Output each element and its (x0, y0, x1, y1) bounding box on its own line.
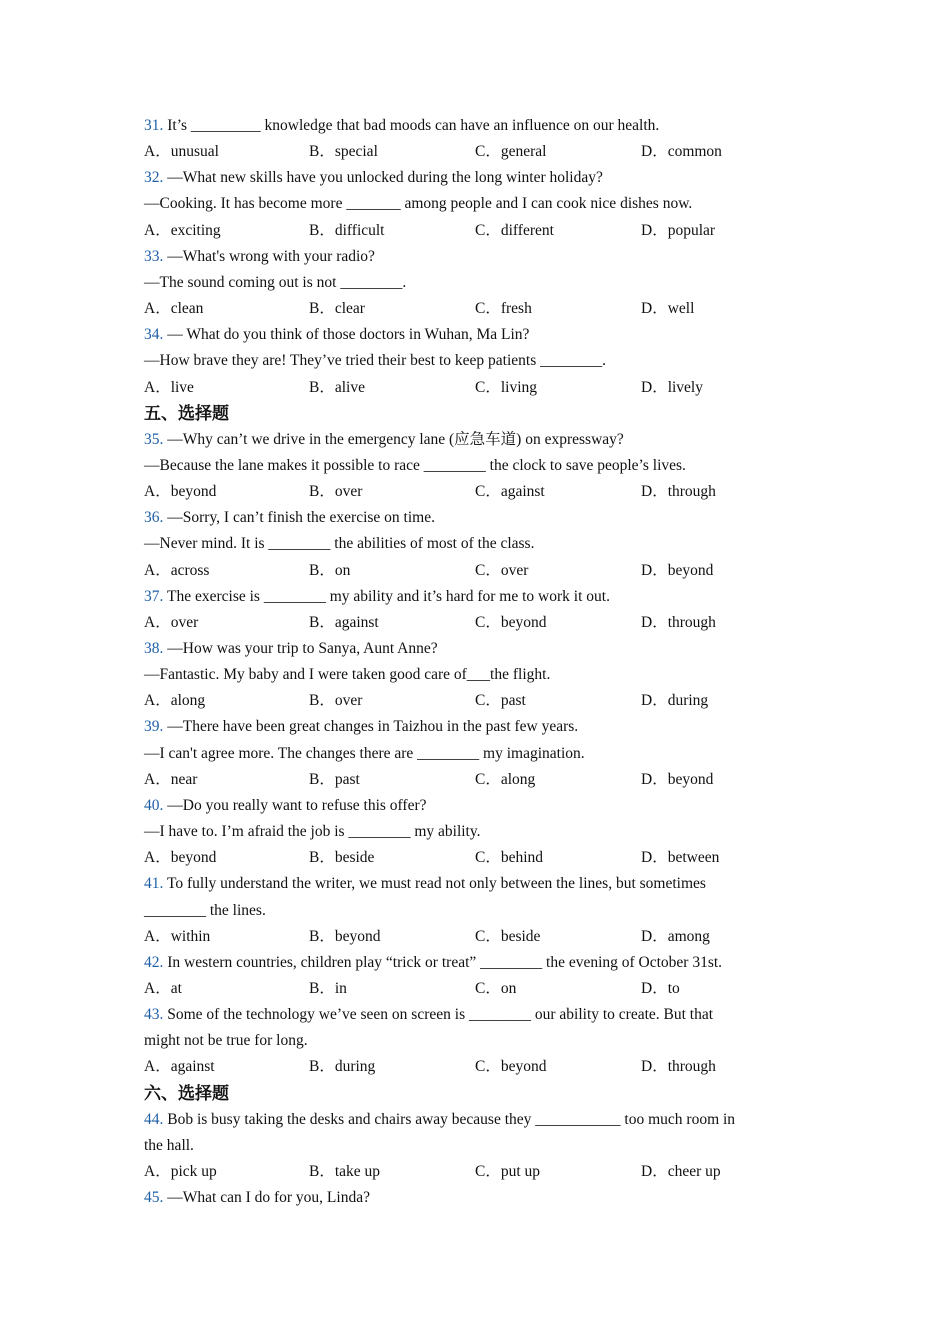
option-b: B．over (309, 483, 363, 501)
option-c: C．living (475, 378, 538, 396)
answer-options (144, 139, 804, 165)
question-line (144, 113, 804, 139)
question-text: the hall. (144, 1136, 194, 1154)
option-a: A．live (144, 378, 194, 396)
question-text-line (144, 1133, 804, 1159)
question-text: —How brave they are! They’ve tried their best to keep patients ________. (144, 352, 606, 370)
question-number: 41. (144, 875, 164, 893)
question-text: —Cooking. It has become more _______ among people and I can cook nice dishes now. (144, 195, 693, 213)
question-line (144, 244, 804, 270)
option-a: A．beyond (144, 483, 217, 501)
question-number: 35. (144, 430, 164, 448)
question-line (144, 165, 804, 191)
answer-options (144, 296, 804, 322)
answer-options (144, 845, 804, 871)
question-text: —I have to. I’m afraid the job is ________ my ability. (144, 823, 481, 841)
question-text: In western countries, children play “trick or treat” ________ the evening of October 31st. (167, 953, 723, 971)
question-text: —Sorry, I can’t finish the exercise on time. (167, 509, 435, 527)
option-d: D．popular (641, 221, 716, 239)
option-d: D．among (641, 927, 710, 945)
option-c: C．on (475, 979, 517, 997)
question-text: — What do you think of those doctors in Wuhan, Ma Lin? (167, 326, 530, 344)
question-number: 36. (144, 509, 164, 527)
question-text: —I can't agree more. The changes there are ________ my imagination. (144, 744, 585, 762)
option-d: D．through (641, 483, 716, 501)
option-c: C．fresh (475, 300, 532, 318)
option-b: B．during (309, 1058, 376, 1076)
option-a: A．along (144, 692, 206, 710)
question-text: ________ the lines. (144, 901, 266, 919)
option-b: B．beside (309, 849, 375, 867)
question-text-line (144, 741, 804, 767)
question-text-line (144, 453, 804, 479)
question-number: 39. (144, 718, 164, 736)
answer-options (144, 1054, 804, 1080)
option-a: A．against (144, 1058, 215, 1076)
option-d: D．beyond (641, 561, 714, 579)
answer-options (144, 558, 804, 584)
answer-options (144, 1159, 804, 1185)
question-text: —What's wrong with your radio? (167, 247, 375, 265)
question-text: —What can I do for you, Linda? (167, 1189, 370, 1207)
answer-options (144, 688, 804, 714)
answer-options (144, 375, 804, 401)
answer-options (144, 218, 804, 244)
option-d: D．well (641, 300, 695, 318)
option-a: A．at (144, 979, 182, 997)
answer-options (144, 924, 804, 950)
option-d: D．during (641, 692, 709, 710)
question-line (144, 1107, 804, 1133)
question-line (144, 584, 804, 610)
option-c: C．past (475, 692, 526, 710)
question-text-line (144, 531, 804, 557)
question-number: 45. (144, 1189, 164, 1207)
question-text: To fully understand the writer, we must read not only between the lines, but sometimes (166, 875, 706, 893)
question-text-line (144, 662, 804, 688)
question-line (144, 1185, 804, 1211)
option-d: D．cheer up (641, 1163, 721, 1180)
question-line (144, 322, 804, 348)
option-b: B．in (309, 979, 347, 997)
option-a: A．within (144, 927, 211, 945)
question-text: It’s _________ knowledge that bad moods can have an influence on our health. (167, 117, 660, 134)
option-c: C．beyond (475, 613, 547, 631)
question-number: 44. (144, 1110, 164, 1128)
option-b: B．over (309, 692, 363, 710)
question-number: 32. (144, 169, 164, 187)
question-line (144, 427, 804, 453)
question-line (144, 793, 804, 819)
section-heading (144, 401, 804, 427)
option-d: D．to (641, 979, 680, 997)
question-text: might not be true for long. (144, 1032, 308, 1050)
option-b: B．against (309, 613, 379, 631)
option-a: A．over (144, 613, 199, 631)
option-b: B．beyond (309, 927, 381, 945)
question-text: —Do you really want to refuse this offer? (167, 796, 427, 814)
question-text-line (144, 270, 804, 296)
option-a: A．exciting (144, 221, 221, 239)
question-text-line (144, 898, 804, 924)
option-c: C．along (475, 770, 536, 788)
option-b: B．take up (309, 1163, 381, 1180)
option-c: C．put up (475, 1163, 541, 1180)
option-b: B．past (309, 770, 360, 788)
question-text: The exercise is ________ my ability and it’s hard for me to work it out. (166, 587, 610, 605)
option-c: C．general (475, 143, 547, 161)
section-heading-text: 五、选择题 (144, 403, 229, 423)
question-number: 38. (144, 640, 164, 657)
option-b: B．clear (309, 300, 365, 318)
option-a: A．clean (144, 300, 204, 318)
option-b: B．difficult (309, 221, 385, 239)
question-text-line (144, 191, 804, 217)
option-b: B．special (309, 143, 378, 161)
option-d: D．through (641, 1058, 716, 1076)
question-text-line (144, 348, 804, 374)
question-number: 33. (144, 247, 164, 265)
question-text-line (144, 1028, 804, 1054)
option-c: C．over (475, 561, 529, 579)
option-c: C．different (475, 221, 554, 239)
question-line (144, 505, 804, 531)
question-text: —How was your trip to Sanya, Aunt Anne? (167, 640, 438, 657)
question-text-line (144, 819, 804, 845)
question-text: —What new skills have you unlocked during the long winter holiday? (167, 169, 603, 187)
question-number: 43. (144, 1006, 164, 1024)
question-number: 40. (144, 796, 164, 814)
option-a: A．beyond (144, 849, 217, 867)
answer-options (144, 767, 804, 793)
answer-options (144, 479, 804, 505)
section-heading-text: 六、选择题 (144, 1083, 229, 1103)
option-a: A．near (144, 770, 198, 788)
question-text: —Because the lane makes it possible to race ________ the clock to save people’s lives. (144, 456, 686, 474)
question-number: 42. (144, 953, 164, 971)
option-d: D．through (641, 613, 716, 631)
question-line (144, 636, 804, 662)
question-text: —Why can’t we drive in the emergency lane (应急车道) on expressway? (167, 430, 624, 448)
option-a: A．pick up (144, 1163, 217, 1180)
option-d: D．lively (641, 378, 703, 396)
question-number: 31. (144, 117, 164, 134)
option-c: C．behind (475, 849, 544, 867)
answer-options (144, 976, 804, 1002)
section-heading (144, 1081, 804, 1107)
option-a: A．unusual (144, 143, 219, 161)
option-b: B．alive (309, 378, 365, 396)
question-text: —There have been great changes in Taizhou in the past few years. (167, 718, 579, 736)
option-d: D．between (641, 849, 720, 867)
question-text: —Never mind. It is ________ the abilities of most of the class. (144, 535, 535, 553)
question-line (144, 714, 804, 740)
option-c: C．against (475, 483, 545, 501)
question-line (144, 1002, 804, 1028)
option-b: B．on (309, 561, 351, 579)
question-line (144, 871, 804, 897)
option-d: D．beyond (641, 770, 714, 788)
question-number: 34. (144, 326, 164, 344)
question-text: Some of the technology we’ve seen on screen is ________ our ability to create. But that (167, 1006, 714, 1024)
question-number: 37. (144, 587, 164, 605)
option-d: D．common (641, 143, 722, 161)
question-line (144, 950, 804, 976)
option-c: C．beside (475, 927, 541, 945)
question-text: Bob is busy taking the desks and chairs away because they ___________ too much room in (167, 1110, 736, 1128)
question-text: —The sound coming out is not ________. (144, 273, 407, 291)
option-a: A．across (144, 561, 210, 579)
question-text: —Fantastic. My baby and I were taken good care of___the flight. (144, 666, 551, 684)
option-c: C．beyond (475, 1058, 547, 1076)
answer-options (144, 610, 804, 636)
